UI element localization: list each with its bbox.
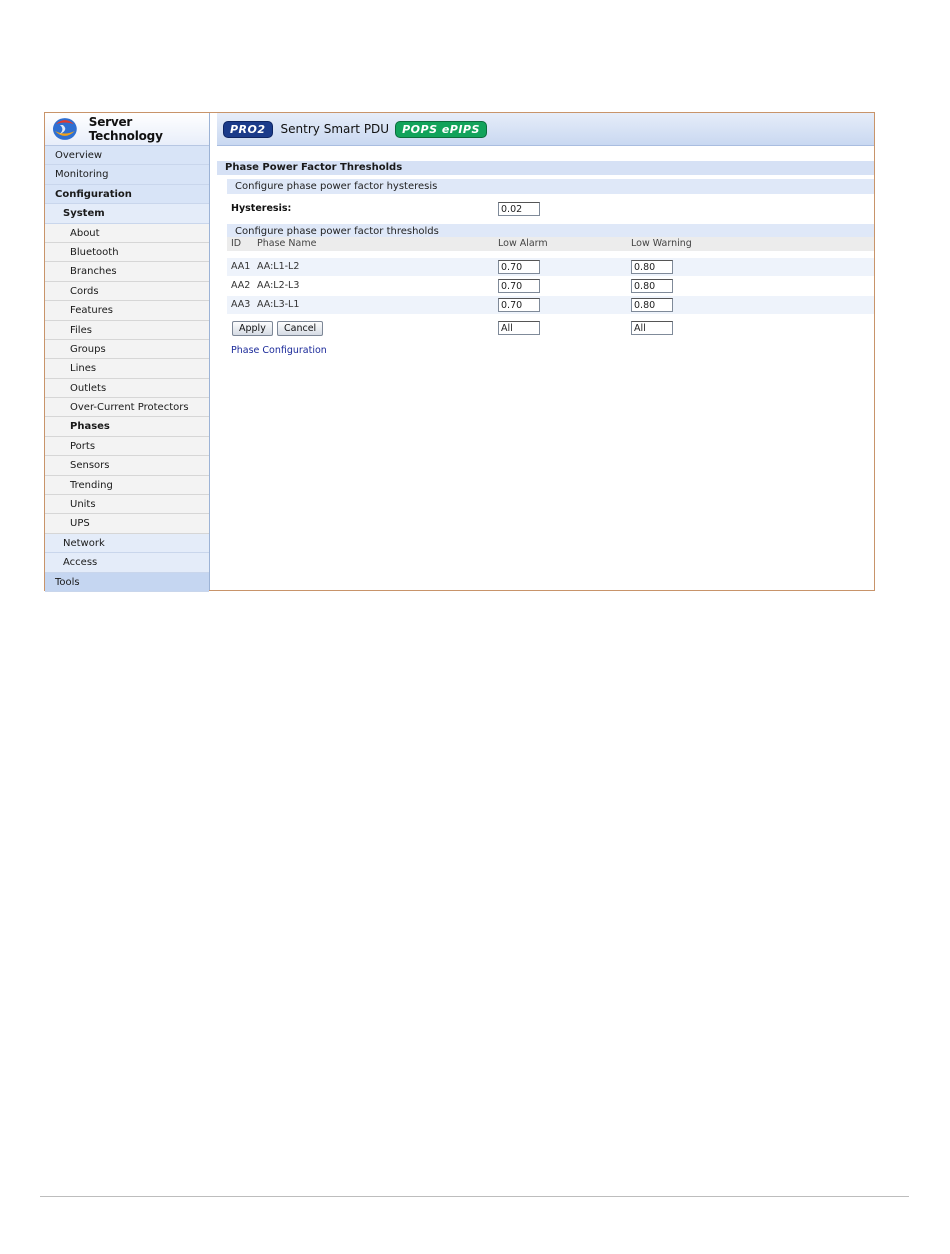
low-warning-input[interactable] (631, 298, 673, 312)
row-phase-name: AA:L3-L1 (257, 299, 300, 310)
nav-access[interactable]: Access (45, 553, 209, 572)
nav-outlets[interactable]: Outlets (45, 379, 209, 398)
all-low-alarm-input[interactable] (498, 321, 540, 335)
row-phase-name: AA:L2-L3 (257, 280, 300, 291)
app-window (44, 112, 875, 591)
nav-sensors[interactable]: Sensors (45, 456, 209, 475)
row-id: AA2 (231, 280, 251, 291)
low-alarm-input[interactable] (498, 298, 540, 312)
nav-trending[interactable]: Trending (45, 476, 209, 495)
col-phase-name: Phase Name (257, 238, 317, 249)
pops-epips-badge: POPS ePIPS (395, 121, 487, 138)
brand-name: Server Technology (88, 115, 163, 143)
all-low-warning-input[interactable] (631, 321, 673, 335)
low-warning-input[interactable] (631, 260, 673, 274)
nav-bluetooth[interactable]: Bluetooth (45, 243, 209, 262)
row-id: AA3 (231, 299, 251, 310)
thresholds-column-headers (227, 237, 874, 251)
nav-files[interactable]: Files (45, 321, 209, 340)
nav-tools[interactable]: Tools (45, 573, 209, 592)
low-alarm-input[interactable] (498, 260, 540, 274)
nav-monitoring[interactable]: Monitoring (45, 165, 209, 184)
row-phase-name: AA:L1-L2 (257, 261, 300, 272)
cancel-button[interactable]: Cancel (277, 321, 323, 336)
pro2-badge: PRO2 (223, 121, 273, 138)
footer-divider (40, 1196, 909, 1197)
table-row (227, 277, 874, 295)
phase-configuration-link[interactable]: Phase Configuration (231, 345, 327, 356)
nav-ups[interactable]: UPS (45, 514, 209, 533)
nav-units[interactable]: Units (45, 495, 209, 514)
main-content (217, 113, 874, 590)
row-id: AA1 (231, 261, 251, 272)
top-banner (217, 113, 874, 146)
nav-branches[interactable]: Branches (45, 262, 209, 281)
brand-header (45, 113, 209, 146)
sidebar (45, 113, 210, 590)
table-row (227, 296, 874, 314)
page-title: Phase Power Factor Thresholds (217, 161, 874, 175)
thresholds-section-header: Configure phase power factor thresholds (227, 224, 874, 239)
nav-overview[interactable]: Overview (45, 146, 209, 165)
low-warning-input[interactable] (631, 279, 673, 293)
hysteresis-row (227, 200, 874, 218)
nav-configuration[interactable]: Configuration (45, 185, 209, 204)
low-alarm-input[interactable] (498, 279, 540, 293)
nav-about[interactable]: About (45, 224, 209, 243)
apply-button[interactable]: Apply (232, 321, 273, 336)
nav-features[interactable]: Features (45, 301, 209, 320)
nav-lines[interactable]: Lines (45, 359, 209, 378)
hysteresis-label: Hysteresis: (231, 203, 292, 214)
col-id: ID (231, 238, 242, 249)
nav-groups[interactable]: Groups (45, 340, 209, 359)
nav-ports[interactable]: Ports (45, 437, 209, 456)
banner-title: Sentry Smart PDU (280, 122, 390, 136)
nav-network[interactable]: Network (45, 534, 209, 553)
table-row (227, 258, 874, 276)
nav-system[interactable]: System (45, 204, 209, 223)
nav-over-current-protectors[interactable]: Over-Current Protectors (45, 398, 209, 417)
server-technology-logo-icon (51, 116, 79, 142)
nav-phases[interactable]: Phases (45, 417, 209, 436)
hysteresis-section-header: Configure phase power factor hysteresis (227, 179, 874, 194)
hysteresis-input[interactable] (498, 202, 540, 216)
nav-cords[interactable]: Cords (45, 282, 209, 301)
col-low-alarm: Low Alarm (498, 238, 548, 249)
col-low-warning: Low Warning (631, 238, 692, 249)
